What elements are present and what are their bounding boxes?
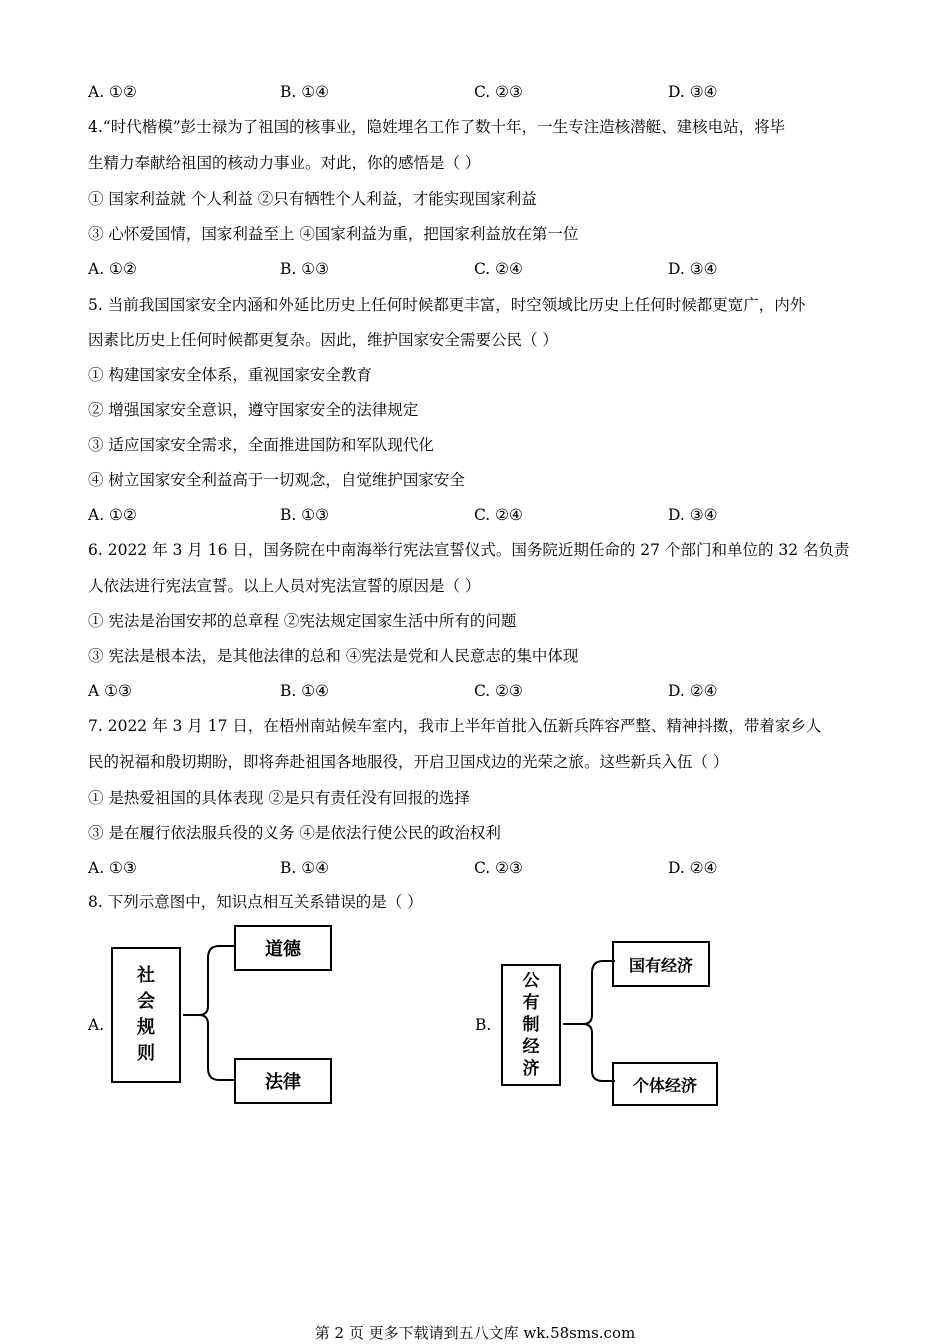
q4-option-d: D. ③④	[668, 260, 718, 278]
diagram-a-child-top: 道德	[234, 925, 332, 971]
q6-choice-row2: ③ 宪法是根本法，是其他法律的总和 ④宪法是党和人民意志的集中体现	[88, 647, 579, 665]
diagram-a-label: A.	[88, 1016, 105, 1034]
q5-options	[88, 505, 888, 525]
q4-stem-line1: 4.“时代楷模”彭士禄为了祖国的核事业，隐姓埋名工作了数十年，一生专注造核潜艇、建核电站，将毕	[88, 118, 786, 136]
diagram-b-parent-box	[501, 964, 561, 1086]
q6-option-c: C. ②③	[474, 682, 523, 700]
q4-options	[88, 259, 888, 279]
q6-stem-line2: 人依法进行宪法宣誓。以上人员对宪法宣誓的原因是（ ）	[88, 577, 481, 595]
q4-choice-row1: ① 国家利益就 个人利益 ②只有牺牲个人利益，才能实现国家利益	[88, 190, 537, 208]
diagram-a-child-bottom: 法律	[234, 1058, 332, 1104]
q4-option-a: A. ①②	[88, 260, 137, 278]
q7-choice-row2: ③ 是在履行依法服兵役的义务 ④是依法行使公民的政治权利	[88, 824, 501, 842]
q3-option-b: B. ①④	[280, 83, 330, 101]
diagram-a-parent-char: 则	[137, 1043, 155, 1064]
q5-option-c: C. ②④	[474, 506, 523, 524]
q8-stem: 8. 下列示意图中，知识点相互关系错误的是（ ）	[88, 893, 423, 911]
q6-options	[88, 681, 888, 701]
diagram-b-child-bottom: 个体经济	[612, 1062, 718, 1106]
diagram-b-parent-char: 有	[522, 993, 540, 1013]
q4-option-b: B. ①③	[280, 260, 330, 278]
q4-option-c: C. ②④	[474, 260, 523, 278]
q7-option-d: D. ②④	[668, 859, 718, 877]
diagram-b-label: B.	[475, 1016, 492, 1034]
q7-stem-line1: 7. 2022 年 3 月 17 日，在梧州南站候车室内，我市上半年首批入伍新兵阵容严整、精神抖擞，带着家乡人	[88, 717, 822, 735]
q5-choice-4: ④ 树立国家安全利益高于一切观念，自觉维护国家安全	[88, 471, 465, 489]
q5-choice-2: ② 增强国家安全意识，遵守国家安全的法律规定	[88, 401, 419, 419]
diagram-a-parent-box	[111, 947, 181, 1083]
diagram-b-bracket	[561, 955, 617, 1090]
diagram-b-parent-char: 公	[522, 971, 540, 991]
q7-option-c: C. ②③	[474, 859, 523, 877]
q5-option-b: B. ①③	[280, 506, 330, 524]
q6-option-a: A ①③	[88, 682, 132, 700]
q3-option-a: A. ①②	[88, 83, 137, 101]
q5-stem-line1: 5. 当前我国国家安全内涵和外延比历史上任何时候都更丰富，时空领域比历史上任何时候都更宽广，内外	[88, 296, 806, 314]
diagram-a-parent-char: 会	[137, 991, 155, 1012]
q6-choice-row1: ① 宪法是治国安邦的总章程 ②宪法规定国家生活中所有的问题	[88, 612, 517, 630]
q5-choice-1: ① 构建国家安全体系，重视国家安全教育	[88, 366, 372, 384]
q5-option-a: A. ①②	[88, 506, 137, 524]
q3-options	[88, 82, 888, 102]
q4-stem-line2: 生精力奉献给祖国的核动力事业。对此，你的感悟是（ ）	[88, 154, 481, 172]
q6-stem-line1: 6. 2022 年 3 月 16 日，国务院在中南海举行宪法宣誓仪式。国务院近期任命的 27 个部门和单位的 32 名负责	[88, 541, 850, 559]
diagram-a-bracket	[181, 940, 237, 1090]
q7-options	[88, 858, 888, 878]
q6-option-b: B. ①④	[280, 682, 330, 700]
diagram-a-parent-char: 规	[137, 1017, 155, 1038]
diagram-b-parent-char: 经	[522, 1037, 540, 1057]
q7-choice-row1: ① 是热爱祖国的具体表现 ②是只有责任没有回报的选择	[88, 789, 470, 807]
q7-stem-line2: 民的祝福和殷切期盼，即将奔赴祖国各地服役，开启卫国戍边的光荣之旅。这些新兵入伍（ ）	[88, 753, 729, 771]
diagram-b-child-top: 国有经济	[612, 941, 710, 987]
q4-choice-row2: ③ 心怀爱国情，国家利益至上 ④国家利益为重，把国家利益放在第一位	[88, 225, 579, 243]
diagram-b-parent-char: 制	[522, 1015, 540, 1035]
q7-option-b: B. ①④	[280, 859, 330, 877]
q3-option-d: D. ③④	[668, 83, 718, 101]
q5-option-d: D. ③④	[668, 506, 718, 524]
q6-option-d: D. ②④	[668, 682, 718, 700]
page-footer: 第 2 页 更多下载请到五八文库 wk.58sms.com	[314, 1324, 636, 1342]
q5-stem-line2: 因素比历史上任何时候都更复杂。因此，维护国家安全需要公民（ ）	[88, 331, 558, 349]
diagram-a-parent-char: 社	[137, 965, 155, 986]
diagram-b-parent-char: 济	[522, 1059, 540, 1079]
q7-option-a: A. ①③	[88, 859, 137, 877]
q5-choice-3: ③ 适应国家安全需求，全面推进国防和军队现代化	[88, 436, 434, 454]
q3-option-c: C. ②③	[474, 83, 523, 101]
